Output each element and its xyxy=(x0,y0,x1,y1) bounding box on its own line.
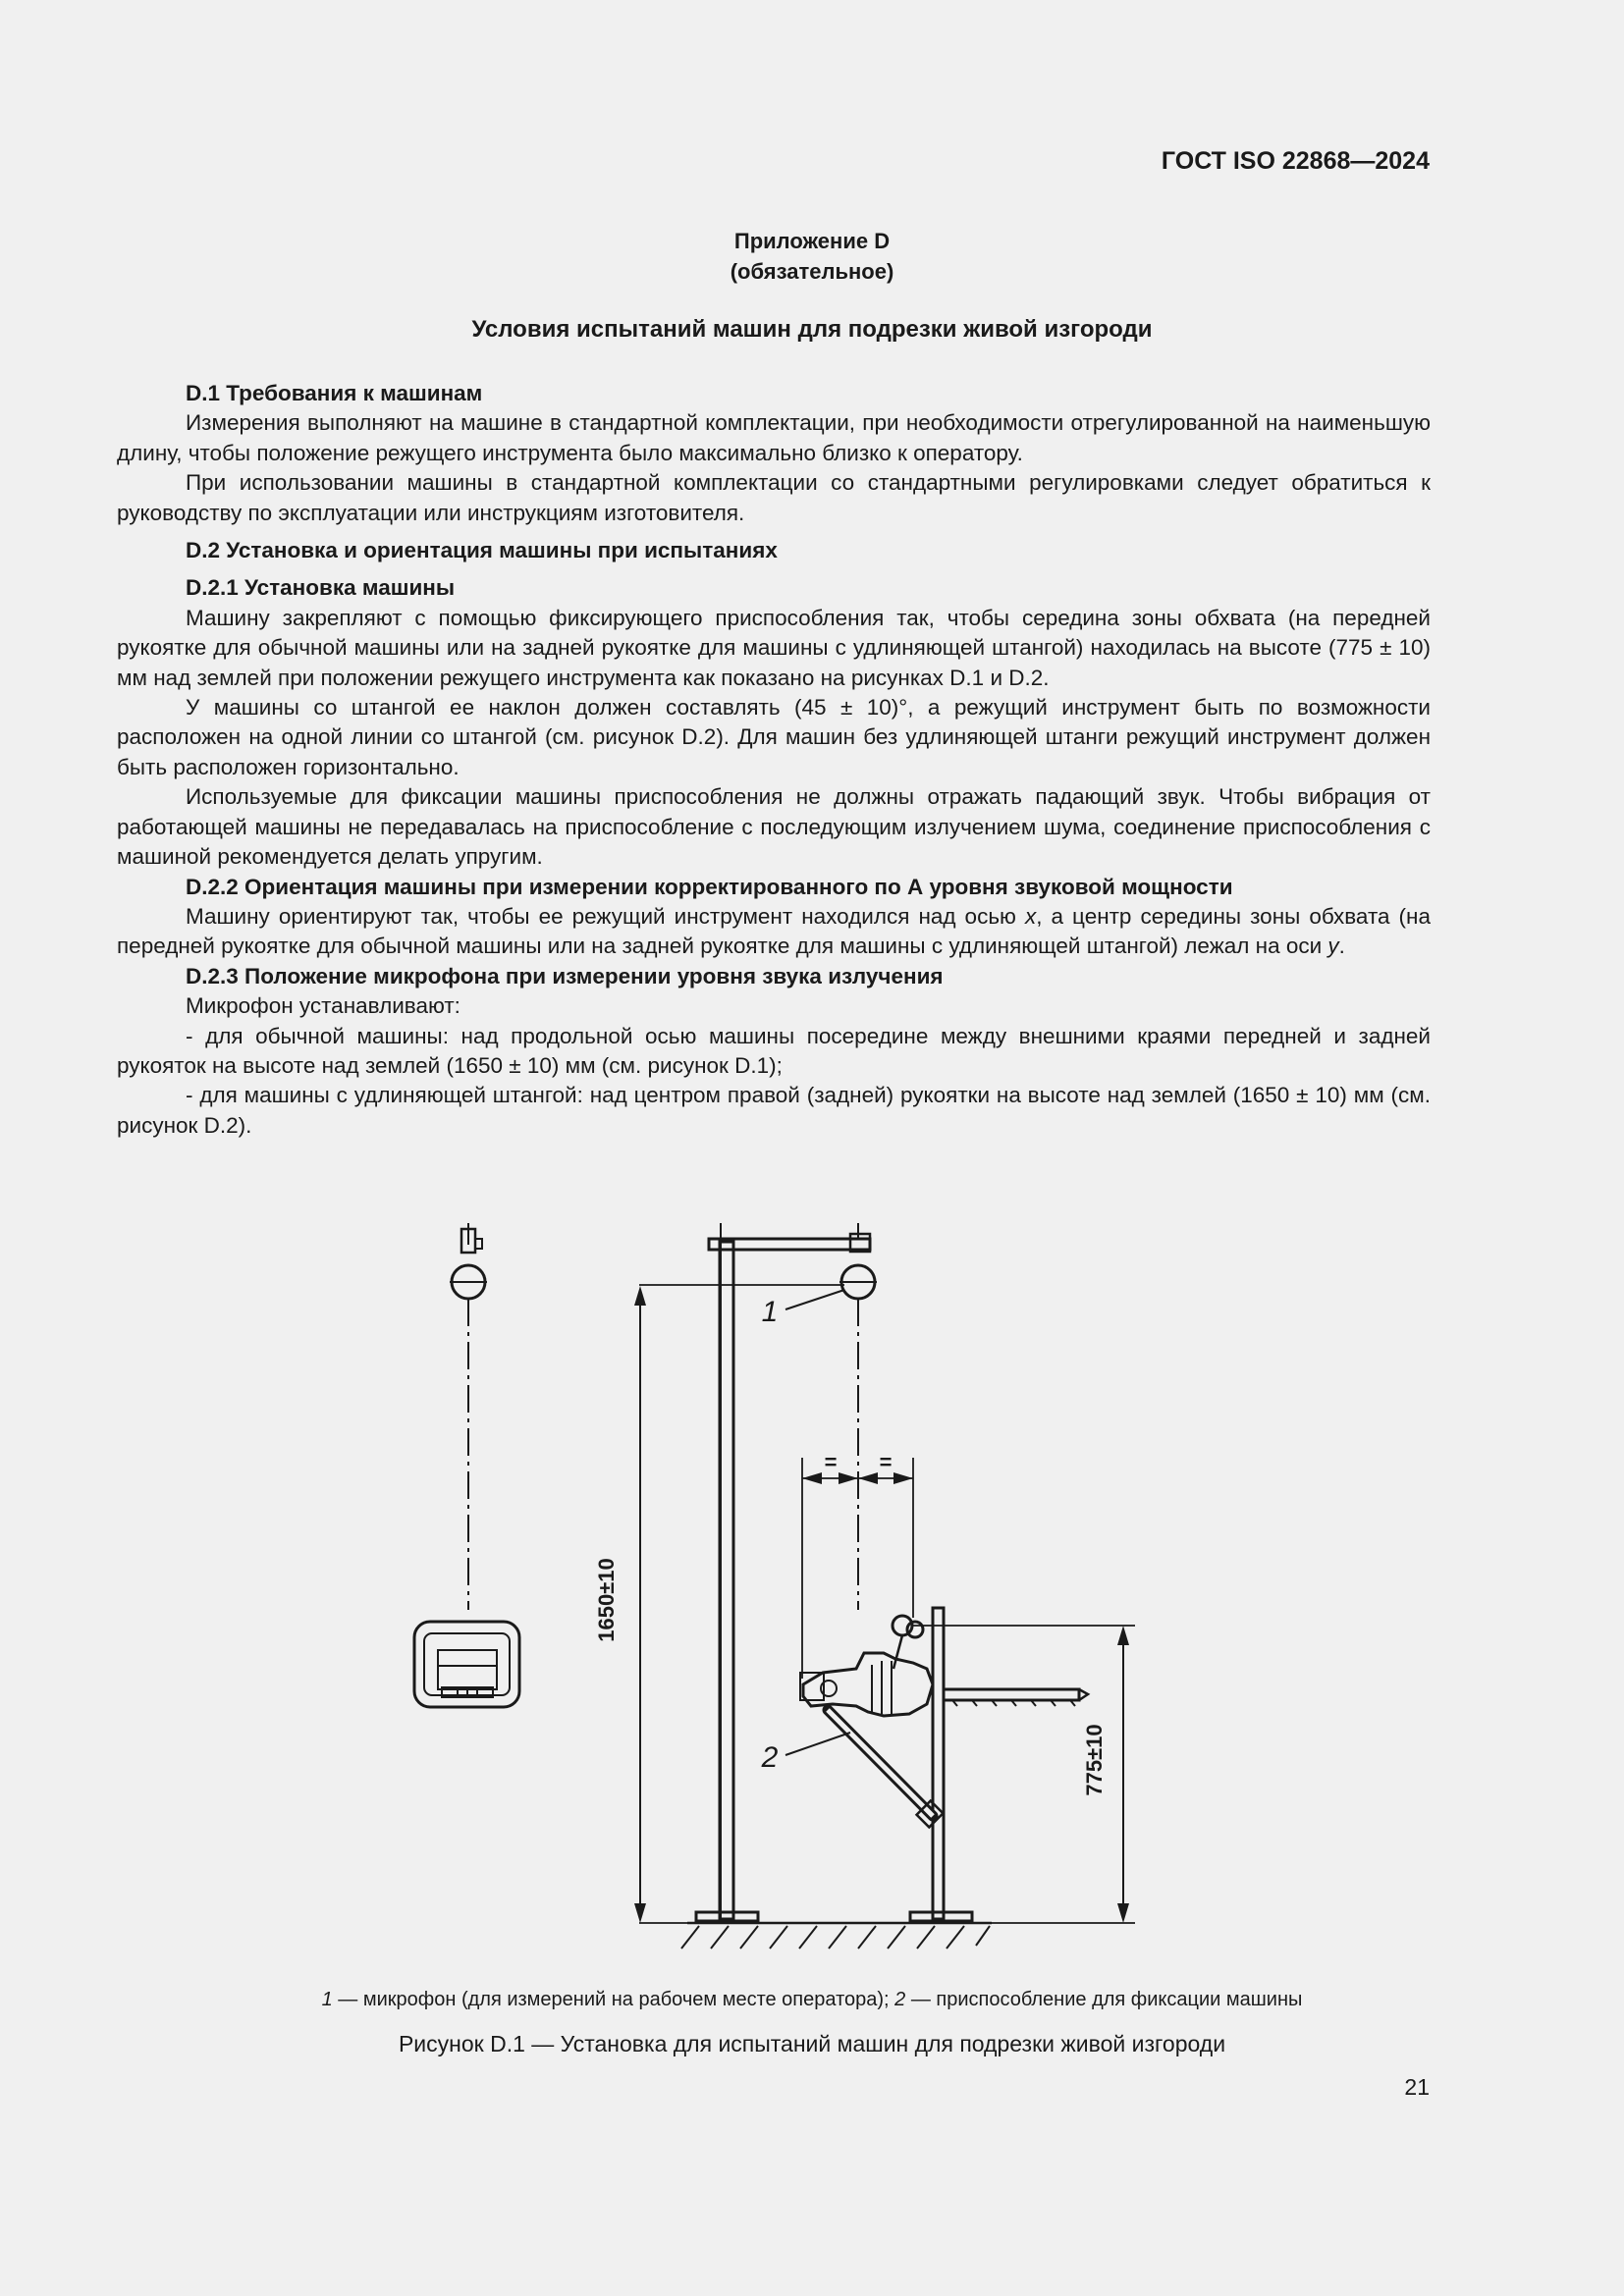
figure-legend xyxy=(0,1989,1624,2011)
text-run: . xyxy=(1338,934,1345,959)
legend-number-2: 2 xyxy=(894,1989,906,2010)
callout-1: 1 xyxy=(761,1296,779,1328)
support-pole xyxy=(720,1242,733,1919)
section-d1-paragraph-2: При использовании машины в стандартной комплектации со стандартными регулировками следует обратиться к руководству по эксплуатации или инструкциям изготовителя. xyxy=(117,470,1431,525)
annex-title: Условия испытаний машин для подрезки живой изгороди xyxy=(471,316,1153,343)
fixture-base xyxy=(910,1912,972,1921)
section-d21-paragraph-3: Используемые для фиксации машины приспособления не должны отражать падающий звук. Чтобы вибрация от работающей машины не передавалась на приспособление с последующим излучением шума, соединение приспособления с машиной рекомендуется делать упругим. xyxy=(117,784,1431,870)
fixture-pole xyxy=(933,1608,944,1919)
section-d23-item-1: - для обычной машины: над продольной осью машины посередине между внешними краями передней и задней рукояток на высоте над землей (1650 ± 10) мм (см. рисунок D.1); xyxy=(117,1023,1431,1078)
section-d21-paragraph-1: Машину закрепляют с помощью фиксирующего приспособления так, чтобы середина зоны обхвата (на передней рукоятке для обычной машины или на задней рукоятке для машины с удлиняющей штангой) находилась на высоте (775 ± 10) мм над землей при положении режущего инструмента как показано на рисунках D.1 и D.2. xyxy=(117,605,1431,690)
section-d23-paragraph-1: Микрофон устанавливают: xyxy=(186,993,460,1019)
pole-base xyxy=(696,1912,758,1921)
top-view xyxy=(414,1223,519,1707)
section-d21-heading: D.2.1 Установка машины xyxy=(186,575,456,601)
cutting-blade xyxy=(944,1689,1079,1700)
callout-2: 2 xyxy=(761,1741,779,1774)
equal-mark-right: = xyxy=(879,1450,893,1474)
equal-mark-left: = xyxy=(824,1450,838,1474)
legend-number-1: 1 xyxy=(321,1989,333,2010)
figure-caption: Рисунок D.1 — Установка для испытаний машин для подрезки живой изгороди xyxy=(398,2031,1226,2056)
section-d23-heading: D.2.3 Положение микрофона при измерении уровня звука излучения xyxy=(186,963,944,988)
annex-status: (обязательное) xyxy=(730,259,894,284)
annex-label: Приложение D xyxy=(733,229,891,253)
standard-code: ГОСТ ISO 22868—2024 xyxy=(1161,147,1430,175)
legend-text-2: — приспособление для фиксации машины xyxy=(905,1989,1303,2010)
text-run: Машину ориентируют так, чтобы ее режущий инструмент находился над осью xyxy=(186,903,1025,929)
side-view xyxy=(634,1223,1135,1949)
page-number: 21 xyxy=(1404,2074,1430,2100)
axis-y-symbol: y xyxy=(1327,934,1339,959)
axis-x-symbol: x xyxy=(1024,903,1037,929)
section-d21-paragraph-2: У машины со штангой ее наклон должен составлять (45 ± 10)°, а режущий инструмент быть по возможности расположен на одной линии со штангой (см. рисунок D.2). Для машин без удлиняющей штанги режущий инструмент должен быть расположен горизонтально. xyxy=(117,695,1431,779)
legend-text-1: — микрофон (для измерений на рабочем месте оператора); xyxy=(332,1989,895,2010)
section-d22-heading: D.2.2 Ориентация машины при измерении корректированного по А уровня звуковой мощности xyxy=(186,874,1233,899)
section-d23-item-2: - для машины с удлиняющей штангой: над центром правой (задней) рукоятки на высоте над землей (1650 ± 10) мм (см. рисунок D.2). xyxy=(117,1083,1431,1138)
text-run: , а центр середины зоны обхвата (на передней рукоятке для обычной машины или на задней рукоятке для машины с удлиняющей штангой) лежал на оси xyxy=(117,903,1431,959)
section-d1-heading: D.1 Требования к машинам xyxy=(186,381,483,405)
section-d1-paragraph-1: Измерения выполняют на машине в стандартной комплектации, при необходимости отрегулированной на наименьшую длину, чтобы положение режущего инструмента было максимально близко к оператору. xyxy=(117,410,1431,465)
section-d2-heading: D.2 Установка и ориентация машины при испытаниях xyxy=(186,538,778,563)
dimension-label-1650: 1650±10 xyxy=(594,1558,619,1642)
dimension-label-775: 775±10 xyxy=(1082,1724,1107,1796)
